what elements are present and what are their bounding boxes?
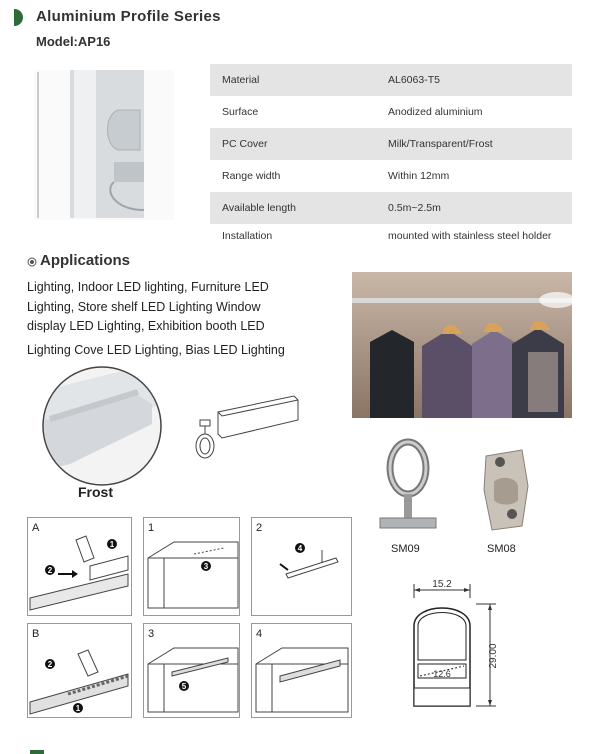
title-mark-icon	[14, 9, 23, 26]
spec-row	[210, 192, 572, 224]
sm09-label: SM09	[391, 543, 420, 555]
holder-profile-sketch	[188, 392, 304, 468]
footer-accent	[30, 750, 44, 754]
spec-value: Milk/Transparent/Frost	[388, 138, 493, 150]
step-1-illustration	[144, 518, 239, 615]
step-b-panel	[27, 623, 132, 718]
spec-label: Available length	[222, 202, 296, 214]
frost-label: Frost	[78, 484, 113, 500]
spec-value: 0.5m~2.5m	[388, 202, 441, 214]
spec-value: mounted with stainless steel holder	[388, 230, 552, 242]
spec-row	[210, 128, 572, 160]
spec-value: Within 12mm	[388, 170, 450, 182]
spec-row	[210, 96, 572, 128]
step-number: 5	[181, 682, 187, 691]
inner-dimension: 12.6	[433, 669, 451, 679]
step-number: 4	[297, 544, 303, 553]
step-a-illustration	[28, 518, 131, 615]
model-label: Model:AP16	[36, 34, 111, 49]
spec-label: Range width	[222, 170, 281, 182]
sm08-holder-image	[474, 446, 536, 536]
spec-value: AL6063-T5	[388, 74, 440, 86]
spec-table	[210, 64, 572, 248]
page-title: Aluminium Profile Series	[36, 8, 221, 25]
step-1-label: 1	[148, 522, 155, 534]
applications-line: Lighting, Store shelf LED Lighting Window	[27, 299, 261, 314]
applications-text	[27, 278, 327, 360]
spec-value: Anodized aluminium	[388, 106, 483, 118]
step-number: 3	[203, 562, 209, 571]
profile-photo	[34, 70, 174, 220]
step-number: 2	[47, 566, 53, 575]
step-a-label: A	[32, 522, 40, 534]
applications-line: Lighting, Indoor LED lighting, Furniture LED	[27, 280, 269, 294]
spec-row	[210, 64, 572, 96]
step-3-illustration	[144, 624, 239, 717]
sm09-holder-image	[376, 438, 440, 536]
applications-line: Lighting Cove LED Lighting, Bias LED Lighting	[27, 342, 285, 357]
applications-heading: Applications	[40, 252, 131, 269]
spec-label: Installation	[222, 230, 273, 242]
step-b-illustration	[28, 624, 131, 717]
height-dimension: 29.00	[488, 643, 499, 669]
step-2-illustration	[252, 518, 351, 615]
cross-section-drawing	[400, 578, 505, 718]
step-a-panel	[27, 517, 132, 616]
step-number: 1	[75, 704, 81, 713]
step-2-panel	[251, 517, 352, 616]
spec-label: Material	[222, 74, 260, 86]
step-number: 2	[47, 660, 53, 669]
step-1-panel	[143, 517, 240, 616]
step-b-label: B	[32, 628, 40, 640]
spec-label: Surface	[222, 106, 259, 118]
bullet-icon	[27, 257, 37, 267]
spec-row	[210, 160, 572, 192]
sm08-label: SM08	[487, 543, 516, 555]
width-dimension: 15.2	[432, 579, 452, 590]
step-3-label: 3	[148, 628, 155, 640]
step-4-panel	[251, 623, 352, 718]
step-2-label: 2	[256, 522, 263, 534]
spec-label: PC Cover	[222, 138, 268, 150]
step-number: 1	[109, 540, 115, 549]
step-3-panel	[143, 623, 240, 718]
step-4-illustration	[252, 624, 351, 717]
step-4-label: 4	[256, 628, 263, 640]
spec-row	[210, 224, 572, 248]
wardrobe-photo	[352, 272, 572, 418]
applications-line: display LED Lighting, Exhibition booth LED	[27, 319, 265, 333]
frost-cover-image	[40, 364, 164, 488]
